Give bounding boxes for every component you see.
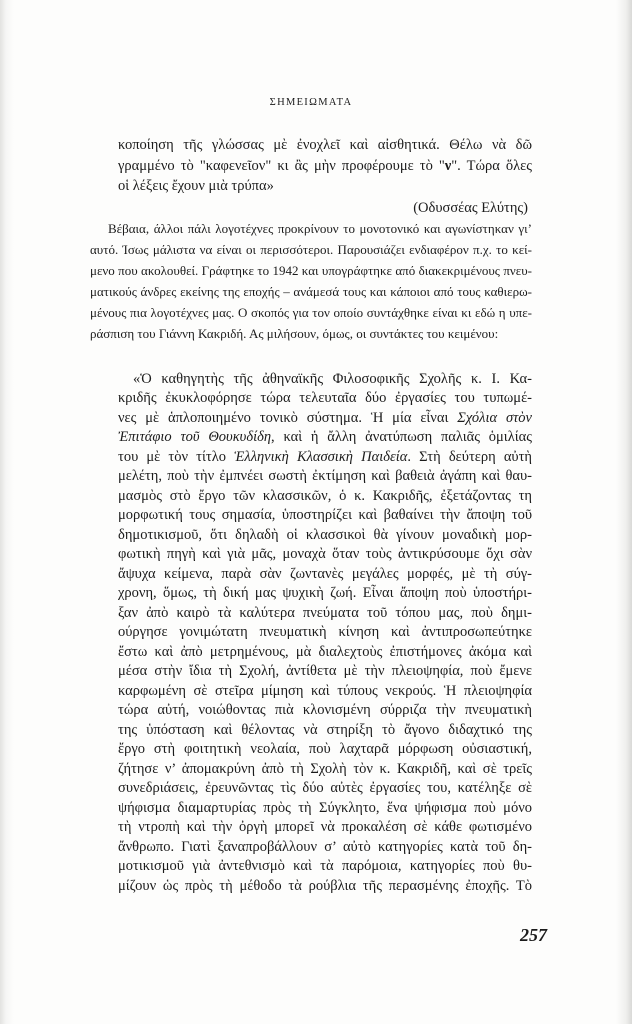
quote-line — [118, 604, 532, 624]
text-run: ζήτησε ν’ ἀπομακρύνη ἀπὸ τὴ Σχολὴ τὸν κ. Κακριδῆ, καὶ σὲ τρεῖς — [118, 760, 532, 777]
quote-line — [118, 623, 532, 643]
epigraph-quote — [118, 135, 532, 197]
quote-line — [118, 662, 532, 682]
italic-title: Ἑλληνικὴ Κλασσικὴ Παιδεία — [234, 448, 408, 465]
text-run: φωτικὴ πηγὴ καὶ γιὰ μᾶς, μοναχὰ ὅταν τοὺς ἀντικρύσουμε ὄχι σὰν — [118, 546, 532, 562]
text-run: ψήφισμα διαμαρτυρίας πρὸς τὴ Σύγκλητο, ἕνα ψήφισμα ποὺ μόνο — [118, 799, 532, 816]
text-run: μοτικισμοῦ γιὰ ἀντεθνισμὸ καὶ τὰ παρόμοια, κατηγορίες ποὺ θυ- — [118, 858, 532, 874]
text-run: «Ὁ καθηγητὴς τῆς ἀθηναϊκῆς Φιλοσοφικῆς Σχολῆς κ. Ι. Κα- — [133, 370, 532, 387]
paragraph-line — [90, 302, 532, 323]
paragraph-line — [90, 281, 532, 302]
italic-title: Σχόλια στὸν — [457, 409, 532, 426]
quote-line — [118, 643, 532, 663]
quote-line — [118, 409, 532, 429]
text-run: καρφωμένη σὲ στεῖρα μίμηση καὶ τύπους νεκρούς. Ἡ πλειοψηφία — [118, 682, 532, 699]
quote-line — [118, 857, 532, 877]
text-run: μενο που ακολουθεί. Γράφτηκε το 1942 και υπογράφτηκε από διακεκριμένους πνευ- — [90, 263, 532, 278]
text-run: της ὑπόσταση καὶ θέλοντας νὰ στηρίξη τὸ ἄγονο διδαχτικό της — [118, 721, 532, 738]
quote-line — [118, 818, 532, 838]
text-run: νες μὲ ἁπλοποιημένο τονικὸ σύστημα. Ἡ μία εἶναι — [118, 409, 458, 426]
text-run: , καὶ ἡ ἄλλη ἀνατύπωση παλιᾶς ὁμιλίας — [271, 429, 532, 445]
text-run: μελέτη, ποὺ τὴν ἐμπνέει σωστὴ ἐκτίμηση καὶ βαθειὰ ἀγάπη καὶ θαυ- — [118, 468, 532, 484]
quote-line — [118, 565, 532, 585]
text-run: συνεδριάσεις, ἐρευνῶντας τὶς δύο αὐτὲς ἐργασίες του, κατέληξε σὲ — [118, 780, 532, 796]
text-run: ἔστω καὶ ἀπὸ μετρημένους, μὰ διαλεχτοὺς ἐπιστήμονες ἀκόμα καὶ — [118, 643, 532, 660]
body-paragraph — [90, 218, 532, 344]
bold-letter: ν — [444, 157, 452, 174]
epigraph-line — [118, 176, 532, 197]
epigraph-line — [118, 135, 532, 156]
quote-line — [118, 838, 532, 858]
text-run: ξαν ἀπὸ καιρὸ τὰ καλύτερα πνεύματα τοῦ τόπου μας, ποὺ δημι- — [118, 604, 532, 621]
quote-line — [118, 584, 532, 604]
text-run: τώρα αὐτή, νοιώθοντας πιὰ κλονισμένη σύρριζα τὴν πνευματικὴ — [118, 702, 532, 718]
quote-line — [118, 506, 532, 526]
quote-line — [118, 760, 532, 780]
text-run: ματικούς άνδρες εκείνης της εποχής – ανάμεσά τους και κάποιοι από τους καθιερω- — [90, 284, 532, 299]
text-run: ράσπιση του Γιάννη Κακριδή. Ας μιλήσουν, όμως, οι συντάκτες του κειμένου: — [90, 326, 499, 341]
italic-title: Ἐπιτάφιο τοῦ Θουκυδίδη — [118, 429, 272, 445]
quote-line — [118, 526, 532, 546]
quote-line — [118, 428, 532, 448]
text-run: του μὲ τὸν τίτλο — [118, 448, 235, 465]
text-run: μορφωτική τους σημασία, ὑποστηρίζει καὶ βαθαίνει τὴν ἄποψη τοῦ — [118, 507, 532, 523]
text-run: μασμὸς στὸ ἔργο τῶν κλασσικῶν, ὁ κ. Κακριδῆς, ἐξετάζοντας τη — [118, 487, 532, 504]
paragraph-line — [90, 218, 532, 239]
quote-line — [118, 487, 532, 507]
epigraph-attribution: (Οδυσσέας Ελύτης) — [413, 200, 528, 216]
quote-line — [118, 740, 532, 760]
quote-line — [118, 701, 532, 721]
text-run: τὴ ντροπὴ καὶ τὴν ὀργὴ μπορεῖ νὰ προκαλέση σὲ κάθε φωτισμένο — [118, 819, 532, 835]
text-run: αυτό. Ίσως μάλιστα να είναι οι περισσότεροι. Παρουσιάζει ενδιαφέρον π.χ. το κεί- — [90, 242, 532, 257]
running-header: ΣΗΜΕΙΩΜΑΤΑ — [269, 97, 353, 108]
block-quote — [118, 370, 532, 897]
text-run: ". Τώρα ὅλες — [451, 157, 532, 174]
text-run: Βέβαια, άλλοι πάλι λογοτέχνες προκρίνουν το μονοτονικό και αγωνίστηκαν γι’ — [108, 221, 532, 236]
epigraph-line — [118, 156, 532, 177]
text-run: ἄνθρωπο. Γιατὶ ξαναπροβάλλουν σ’ αὐτὸ κατηγορίες κατὰ τοῦ δη- — [118, 838, 532, 855]
quote-line — [118, 448, 532, 468]
text-run: γραμμένο τὸ "καφενεῖον" κι ἂς μὴν προφέρουμε τὸ " — [118, 157, 445, 174]
quote-line — [118, 721, 532, 741]
quote-line — [118, 779, 532, 799]
quote-line — [118, 877, 532, 897]
quote-line — [118, 545, 532, 565]
page-number: 257 — [520, 925, 547, 945]
paragraph-line — [90, 323, 532, 344]
text-run: κοποίηση τῆς γλώσσας μὲ ἐνοχλεῖ καὶ αἰσθητικά. Θέλω νὰ δῶ — [118, 137, 532, 153]
text-run: κριδῆς ἐκυκλοφόρησε τώρα τελευταῖα δύο ἐργασίες του τυπωμέ- — [118, 390, 532, 406]
text-run: ἔργο στὴ φοιτητικὴ νεολαία, ποὺ λαχταρᾶ μόρφωση οὐσιαστική, — [118, 741, 532, 757]
paragraph-line — [90, 239, 532, 260]
quote-line — [118, 467, 532, 487]
paragraph-line — [90, 260, 532, 281]
quote-line — [118, 370, 532, 390]
text-run: ἄψυχα κείμενα, παρὰ σὰν ζωντανὲς μεγάλες μορφές, μὲ τὴ σύγ- — [118, 565, 532, 582]
text-run: . Στὴ δεύτερη αὐτὴ — [407, 448, 532, 465]
text-run: μίζουν ὡς πρὸς τὴ μέθοδο τὰ ρούβλια τῆς περασμένης ἐποχῆς. Τὸ — [118, 877, 532, 894]
quote-line — [118, 389, 532, 409]
text-run: δημοτικισμοῦ, ὅτι δηλαδὴ οἱ κλασσικοὶ θὰ γίνουν μοναδικὴ μορ- — [118, 526, 532, 543]
quote-line — [118, 682, 532, 702]
text-run: μένους πια λογοτέχνες μας. Ο σκοπός για τον οποίο συντάχθηκε είναι κι εδώ η υπε- — [90, 305, 532, 320]
text-run: μέσα στὴν ἴδια τὴ Σχολή, ἀντίθετα μὲ τὴν πλειοψηφία, ποὺ ἔμενε — [118, 663, 532, 679]
text-run: χρονη, ὅμως, τὴ δική μας ψυχικὴ ζωή. Εἶναι ἄποψη ποὺ ὑποστήρι- — [118, 585, 532, 601]
text-run: ούργησε γονιμώτατη πνευματικὴ κίνηση καὶ ἀντιπροσωπεύτηκε — [118, 624, 532, 640]
quote-line — [118, 799, 532, 819]
text-run: οἱ λέξεις ἔχουν μιὰ τρύπα» — [118, 178, 274, 194]
